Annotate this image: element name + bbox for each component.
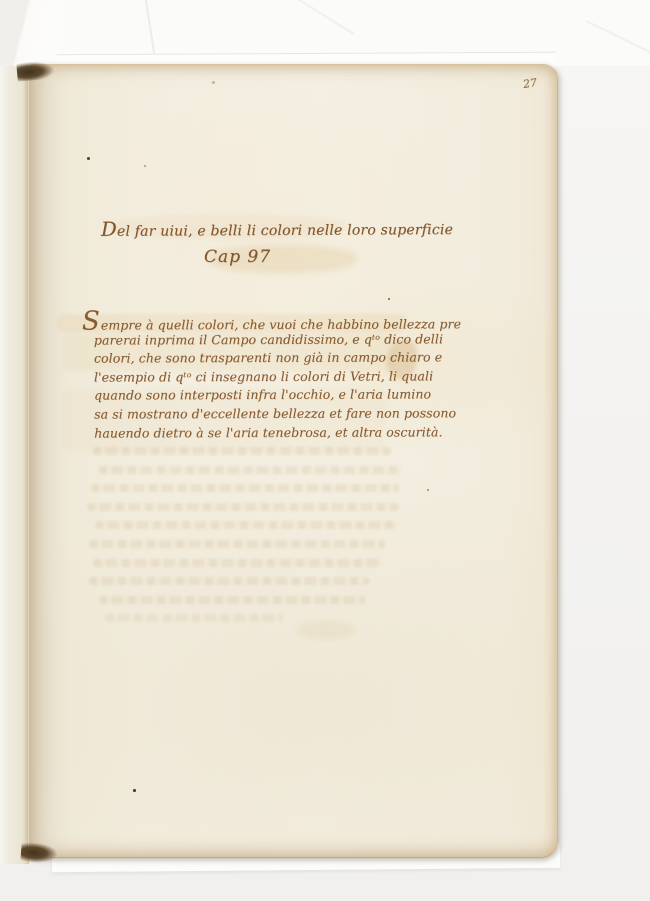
ink-speck [212,81,215,84]
manuscript-page [28,64,558,858]
body-text-line: Sempre à quelli colori, che vuoi che habbino bellezza pre [81,306,462,337]
chapter-number: Cap 97 [204,247,272,267]
bleed-through-line [91,484,399,492]
backdrop-sheet-corner [0,0,58,67]
spine-notch-top [16,59,56,81]
bleed-through-line [99,466,402,474]
ink-speck [87,157,90,160]
bleed-through-line [93,447,391,455]
folio-number: 27 [522,75,538,92]
bleed-through-block [87,447,417,633]
ink-speck [388,298,390,300]
body-text-line: sa si mostrano d'eccellente bellezza et fare non possono [94,405,457,422]
bleed-through-line [89,540,385,548]
bleed-through-line [99,596,365,604]
body-text-line: colori, che sono trasparenti non già in campo chiaro e [93,349,443,366]
bleed-through-line [95,521,397,529]
ink-speck [144,165,146,167]
bleed-through-line [105,614,283,622]
body-text-line: hauendo dietro à se l'aria tenebrosa, et altra oscurità. [94,423,443,441]
ink-speck [133,789,136,792]
page-stack-edge [0,66,29,864]
body-text-line: parerai inprima il Campo candidissimo, e qᵗᵒ dico delli [93,330,444,348]
chapter-title: Del far uiui, e belli li colori nelle loro superficie [100,217,454,241]
ink-speck [427,489,429,491]
body-text-line: l'esempio di qᵗᵒ ci insegnano li colori di Vetri, li quali [93,368,434,385]
body-text-line: quando sono interposti infra l'occhio, e l'aria lumino [94,386,432,403]
bleed-through-line [87,503,399,511]
bleed-through-line [89,577,370,585]
spine-notch-bottom [20,842,57,864]
body-text [81,306,462,442]
bleed-through-line [93,559,383,567]
